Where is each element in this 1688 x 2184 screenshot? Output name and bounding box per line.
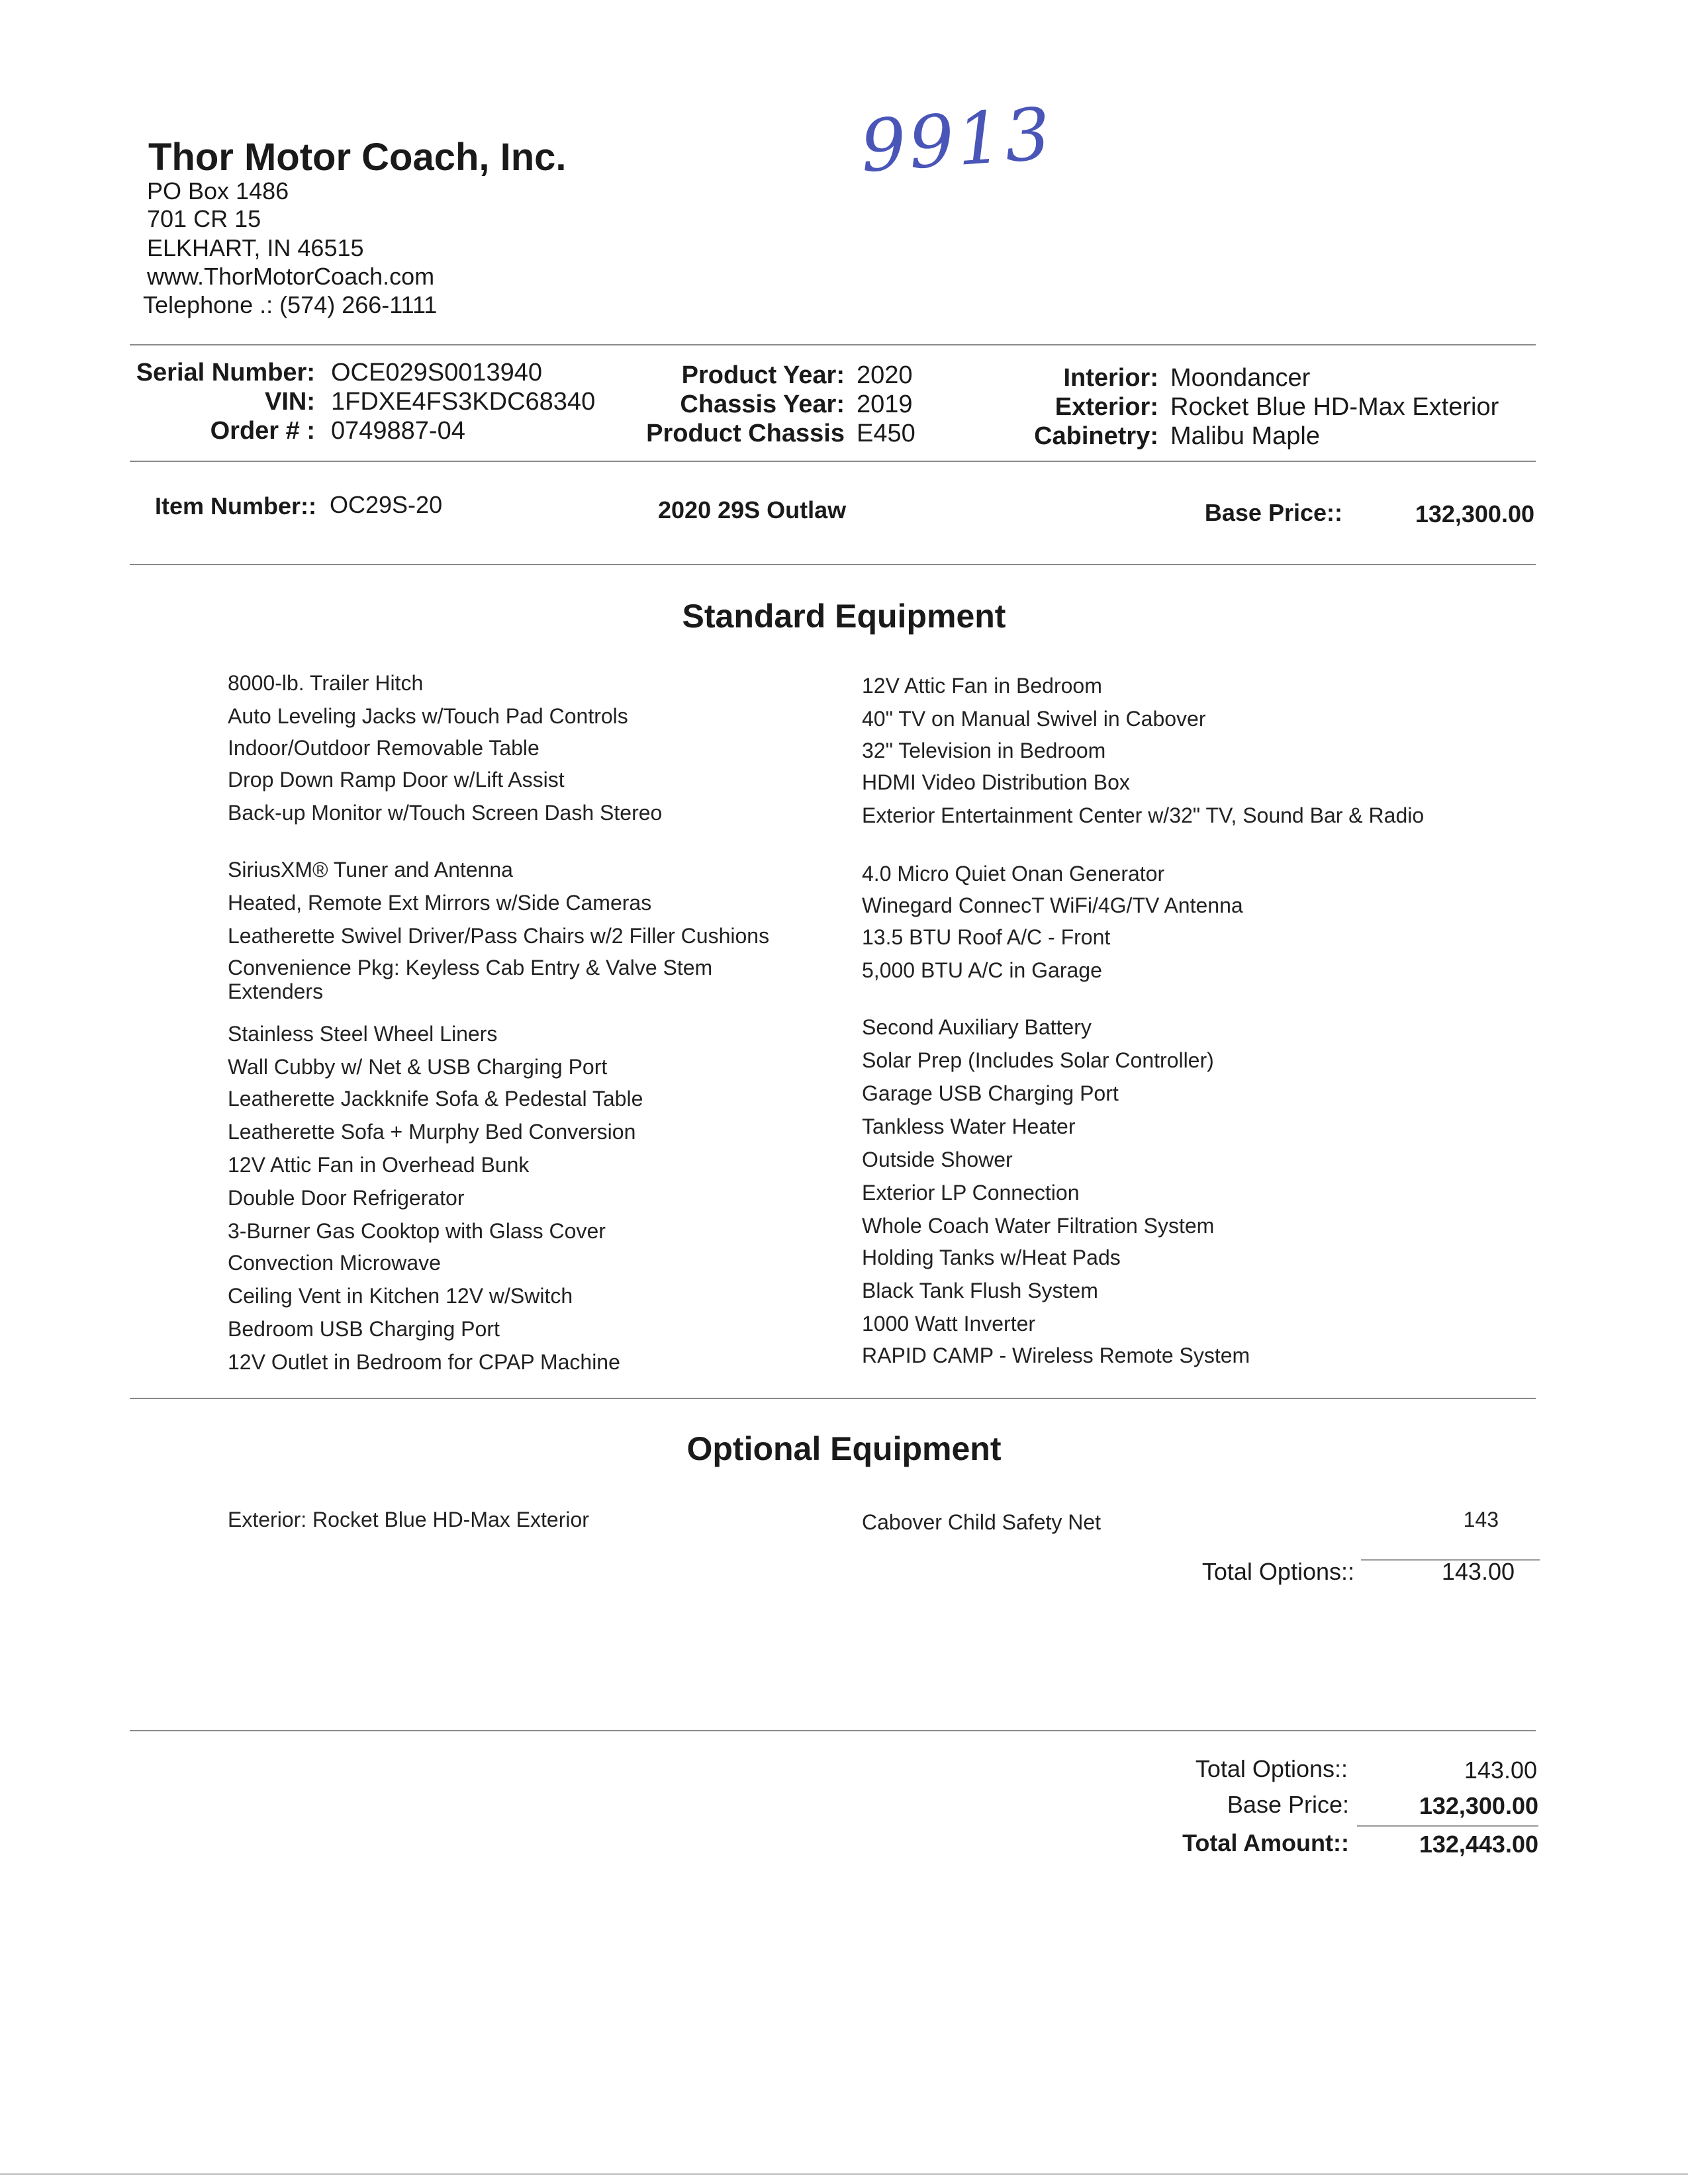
standard-equipment-item: 3-Burner Gas Cooktop with Glass Cover bbox=[228, 1219, 606, 1243]
optional-equipment-title: Optional Equipment bbox=[686, 1430, 1002, 1467]
chassis-year: 2019 bbox=[857, 390, 913, 418]
company-city: ELKHART, IN 46515 bbox=[147, 234, 364, 261]
company-street: 701 CR 15 bbox=[147, 205, 261, 232]
standard-equipment-item: Drop Down Ramp Door w/Lift Assist bbox=[228, 768, 565, 792]
serial-number: OCE029S0013940 bbox=[331, 359, 543, 387]
serial-label: Serial Number: bbox=[136, 359, 315, 387]
standard-equipment-item: Stainless Steel Wheel Liners bbox=[228, 1022, 498, 1046]
standard-equipment-item: 1000 Watt Inverter bbox=[862, 1312, 1036, 1336]
standard-equipment-item: 12V Outlet in Bedroom for CPAP Machine bbox=[228, 1350, 620, 1374]
standard-equipment-item: Leatherette Sofa + Murphy Bed Conversion bbox=[228, 1120, 636, 1144]
model-name: 2020 29S Outlaw bbox=[658, 496, 847, 523]
company-website: www.ThorMotorCoach.com bbox=[147, 263, 435, 290]
divider bbox=[130, 461, 1536, 462]
item-number-label: Item Number:: bbox=[155, 492, 317, 520]
standard-equipment-item: Winegard ConnecT WiFi/4G/TV Antenna bbox=[862, 893, 1243, 917]
product-chassis: E450 bbox=[857, 420, 915, 447]
standard-equipment-item: 4.0 Micro Quiet Onan Generator bbox=[862, 862, 1165, 886]
standard-equipment-item: 40" TV on Manual Swivel in Cabover bbox=[862, 707, 1206, 731]
divider bbox=[130, 1398, 1536, 1399]
standard-equipment-item: Solar Prep (Includes Solar Controller) bbox=[862, 1048, 1214, 1072]
order-label: Order # : bbox=[210, 417, 315, 445]
interior-label: Interior: bbox=[1063, 364, 1158, 392]
standard-equipment-item: 8000-lb. Trailer Hitch bbox=[228, 671, 424, 695]
summary-total-options: 143.00 bbox=[1464, 1756, 1537, 1784]
standard-equipment-item: Double Door Refrigerator bbox=[228, 1186, 465, 1210]
product-chassis-label: Product Chassis bbox=[646, 420, 845, 447]
handwritten-note: 9913 bbox=[857, 93, 1056, 189]
summary-base-price: 132,300.00 bbox=[1419, 1792, 1538, 1819]
company-phone: Telephone .: (574) 266-1111 bbox=[143, 291, 438, 318]
standard-equipment-item: Leatherette Jackknife Sofa & Pedestal Table bbox=[228, 1087, 643, 1111]
standard-equipment-item: Back-up Monitor w/Touch Screen Dash Stereo bbox=[228, 801, 663, 825]
standard-equipment-item: Convection Microwave bbox=[228, 1251, 441, 1275]
standard-equipment-title: Standard Equipment bbox=[682, 598, 1006, 635]
cabinetry-value: Malibu Maple bbox=[1170, 422, 1320, 450]
standard-equipment-item: Black Tank Flush System bbox=[862, 1279, 1098, 1302]
exterior-label: Exterior: bbox=[1055, 393, 1158, 421]
standard-equipment-item: Second Auxiliary Battery bbox=[862, 1015, 1092, 1039]
optional-total-options: 143.00 bbox=[1441, 1558, 1515, 1585]
product-year-label: Product Year: bbox=[681, 361, 845, 389]
cabinetry-label: Cabinetry: bbox=[1034, 422, 1158, 450]
summary-total-amount: 132,443.00 bbox=[1419, 1831, 1538, 1858]
vin-label: VIN: bbox=[265, 388, 315, 416]
summary-base-price-label: Base Price: bbox=[1227, 1791, 1349, 1818]
standard-equipment-item: Convenience Pkg: Keyless Cab Entry & Valve Stem Extenders bbox=[228, 956, 713, 1003]
standard-equipment-item: SiriusXM® Tuner and Antenna bbox=[228, 858, 513, 882]
summary-total-amount-label: Total Amount:: bbox=[1182, 1829, 1349, 1856]
standard-equipment-item: RAPID CAMP - Wireless Remote System bbox=[862, 1343, 1250, 1367]
divider bbox=[130, 344, 1536, 345]
standard-equipment-item: 12V Attic Fan in Bedroom bbox=[862, 674, 1102, 698]
standard-equipment-item: Heated, Remote Ext Mirrors w/Side Cameras bbox=[228, 891, 652, 915]
order-number: 0749887-04 bbox=[331, 417, 465, 445]
optional-item-exterior: Exterior: Rocket Blue HD-Max Exterior bbox=[228, 1508, 589, 1531]
chassis-year-label: Chassis Year: bbox=[680, 390, 845, 418]
base-price-label: Base Price:: bbox=[1204, 499, 1342, 526]
standard-equipment-item: 32" Television in Bedroom bbox=[862, 739, 1106, 762]
optional-item-safety-net: Cabover Child Safety Net bbox=[862, 1510, 1102, 1534]
standard-equipment-item: Garage USB Charging Port bbox=[862, 1081, 1119, 1105]
exterior-value: Rocket Blue HD-Max Exterior bbox=[1170, 393, 1499, 421]
standard-equipment-item: 12V Attic Fan in Overhead Bunk bbox=[228, 1153, 530, 1177]
interior-value: Moondancer bbox=[1170, 364, 1311, 392]
standard-equipment-item: Holding Tanks w/Heat Pads bbox=[862, 1246, 1121, 1269]
company-name: Thor Motor Coach, Inc. bbox=[148, 136, 567, 179]
optional-total-options-label: Total Options:: bbox=[1201, 1558, 1354, 1585]
standard-equipment-item: Indoor/Outdoor Removable Table bbox=[228, 736, 539, 760]
item-number: OC29S-20 bbox=[330, 491, 443, 518]
standard-equipment-item: Wall Cubby w/ Net & USB Charging Port bbox=[228, 1055, 608, 1079]
standard-equipment-item: Exterior LP Connection bbox=[862, 1181, 1080, 1205]
standard-equipment-item: 5,000 BTU A/C in Garage bbox=[862, 958, 1102, 982]
standard-equipment-item: Exterior Entertainment Center w/32" TV, Sound Bar & Radio bbox=[862, 803, 1425, 827]
standard-equipment-item: HDMI Video Distribution Box bbox=[862, 770, 1130, 794]
divider bbox=[1357, 1825, 1538, 1827]
standard-equipment-item: Whole Coach Water Filtration System bbox=[862, 1214, 1215, 1238]
standard-equipment-item: Auto Leveling Jacks w/Touch Pad Controls bbox=[228, 704, 628, 728]
product-year: 2020 bbox=[857, 361, 913, 389]
standard-equipment-item: Outside Shower bbox=[862, 1148, 1013, 1171]
standard-equipment-item: Ceiling Vent in Kitchen 12V w/Switch bbox=[228, 1284, 573, 1308]
divider bbox=[130, 1730, 1536, 1731]
summary-total-options-label: Total Options:: bbox=[1195, 1755, 1348, 1782]
standard-equipment-item: Tankless Water Heater bbox=[862, 1115, 1076, 1138]
base-price: 132,300.00 bbox=[1415, 500, 1534, 527]
standard-equipment-item: 13.5 BTU Roof A/C - Front bbox=[862, 925, 1111, 949]
standard-equipment-item: Leatherette Swivel Driver/Pass Chairs w/2 Filler Cushions bbox=[228, 924, 770, 948]
divider bbox=[130, 564, 1536, 565]
standard-equipment-item: Bedroom USB Charging Port bbox=[228, 1317, 500, 1341]
optional-item-price: 143 bbox=[1463, 1508, 1499, 1531]
company-po-box: PO Box 1486 bbox=[147, 177, 289, 205]
page-edge-line bbox=[0, 2173, 1688, 2175]
vin-value: 1FDXE4FS3KDC68340 bbox=[331, 388, 596, 416]
